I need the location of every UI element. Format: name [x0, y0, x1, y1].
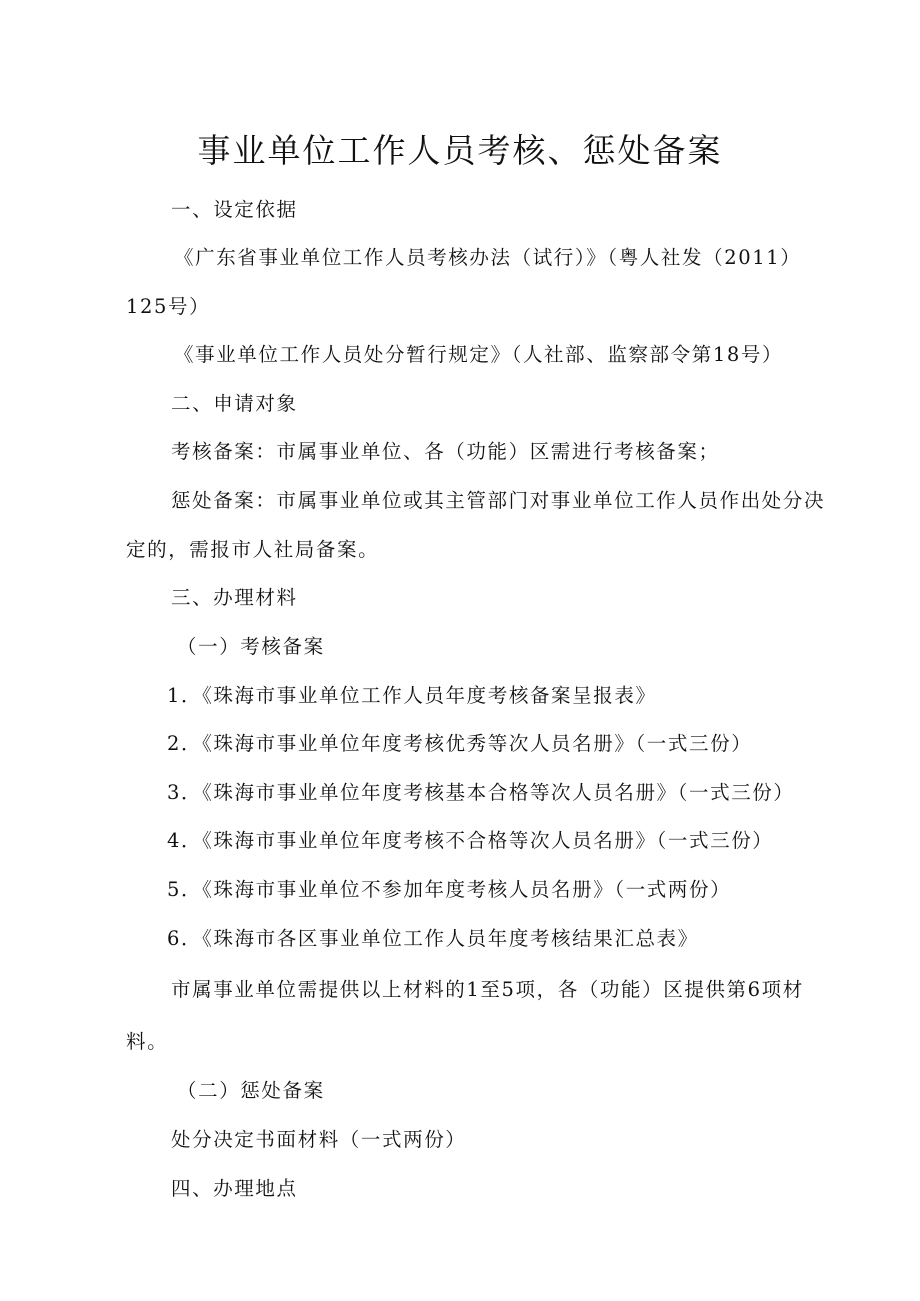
section-heading-basis: 一、设定依据	[171, 198, 298, 221]
materials-note-line-1: 市属事业单位需提供以上材料的1至5项，各（功能）区提供第6项材	[171, 978, 804, 1001]
materials-note-line-2: 料。	[126, 1030, 169, 1053]
applicant-punish-filing-line-1: 惩处备案：市属事业单位或其主管部门对事业单位工作人员作出处分决	[171, 489, 826, 512]
material-item-3: 3．《珠海市事业单位年度考核基本合格等次人员名册》（一式三份）	[167, 781, 795, 804]
section-heading-applicants: 二、申请对象	[171, 392, 298, 415]
material-item-6: 6．《珠海市各区事业单位工作人员年度考核结果汇总表》	[167, 927, 699, 950]
basis-item-1-line-2: 125号）	[126, 295, 211, 318]
document-title: 事业单位工作人员考核、惩处备案	[197, 131, 723, 170]
applicant-exam-filing: 考核备案：市属事业单位、各（功能）区需进行考核备案；	[171, 440, 720, 463]
basis-item-2: 《事业单位工作人员处分暂行规定》（人社部、监察部令第18号）	[174, 343, 784, 366]
material-item-2: 2．《珠海市事业单位年度考核优秀等次人员名册》（一式三份）	[167, 732, 753, 755]
basis-item-1-line-1: 《广东省事业单位工作人员考核办法（试行）》（粤人社发（2011）	[174, 246, 802, 269]
subsection-heading-exam-filing: （一）考核备案	[177, 635, 325, 658]
material-item-1: 1．《珠海市事业单位工作人员年度考核备案呈报表》	[167, 684, 657, 707]
punish-material-item: 处分决定书面材料（一式两份）	[171, 1128, 467, 1151]
material-item-5: 5．《珠海市事业单位不参加年度考核人员名册》（一式两份）	[167, 878, 732, 901]
section-heading-materials: 三、办理材料	[171, 586, 298, 609]
material-item-4: 4．《珠海市事业单位年度考核不合格等次人员名册》（一式三份）	[167, 829, 774, 852]
section-heading-location: 四、办理地点	[171, 1177, 298, 1200]
applicant-punish-filing-line-2: 定的，需报市人社局备案。	[126, 538, 380, 561]
subsection-heading-punish-filing: （二）惩处备案	[177, 1079, 325, 1102]
